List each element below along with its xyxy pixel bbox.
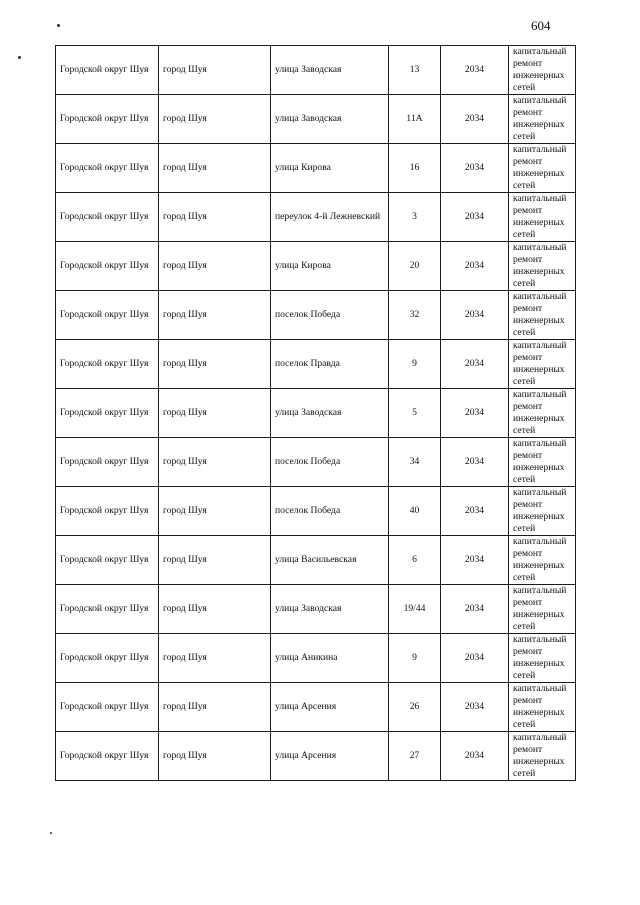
work-type-cell: капитальный ремонт инженерных сетей	[509, 585, 576, 634]
municipality-cell: Городской округ Шуя	[56, 291, 159, 340]
table-row	[56, 732, 576, 781]
house-number-cell: 32	[389, 291, 441, 340]
city-cell: город Шуя	[159, 389, 271, 438]
house-number-cell: 9	[389, 340, 441, 389]
house-number-cell: 19/44	[389, 585, 441, 634]
house-number-cell: 6	[389, 536, 441, 585]
table-row	[56, 46, 576, 95]
municipality-cell: Городской округ Шуя	[56, 193, 159, 242]
scan-speck	[57, 24, 60, 27]
table-row	[56, 536, 576, 585]
municipality-cell: Городской округ Шуя	[56, 389, 159, 438]
street-cell: улица Аникина	[271, 634, 389, 683]
street-cell: переулок 4-й Лежневский	[271, 193, 389, 242]
city-cell: город Шуя	[159, 585, 271, 634]
municipality-cell: Городской округ Шуя	[56, 536, 159, 585]
page-number: 604	[531, 18, 551, 33]
scan-speck	[18, 56, 21, 59]
work-type-cell: капитальный ремонт инженерных сетей	[509, 291, 576, 340]
year-cell: 2034	[441, 487, 509, 536]
scan-speck	[50, 832, 52, 834]
city-cell: город Шуя	[159, 683, 271, 732]
street-cell: улица Кирова	[271, 242, 389, 291]
house-number-cell: 26	[389, 683, 441, 732]
work-type-cell: капитальный ремонт инженерных сетей	[509, 242, 576, 291]
table-row	[56, 291, 576, 340]
municipality-cell: Городской округ Шуя	[56, 683, 159, 732]
city-cell: город Шуя	[159, 634, 271, 683]
street-cell: поселок Победа	[271, 291, 389, 340]
work-type-cell: капитальный ремонт инженерных сетей	[509, 732, 576, 781]
street-cell: поселок Правда	[271, 340, 389, 389]
work-type-cell: капитальный ремонт инженерных сетей	[509, 487, 576, 536]
year-cell: 2034	[441, 389, 509, 438]
house-number-cell: 34	[389, 438, 441, 487]
year-cell: 2034	[441, 144, 509, 193]
municipality-cell: Городской округ Шуя	[56, 438, 159, 487]
work-type-cell: капитальный ремонт инженерных сетей	[509, 46, 576, 95]
year-cell: 2034	[441, 95, 509, 144]
year-cell: 2034	[441, 291, 509, 340]
work-type-cell: капитальный ремонт инженерных сетей	[509, 340, 576, 389]
street-cell: улица Кирова	[271, 144, 389, 193]
work-type-cell: капитальный ремонт инженерных сетей	[509, 634, 576, 683]
work-type-cell: капитальный ремонт инженерных сетей	[509, 389, 576, 438]
table-row	[56, 242, 576, 291]
city-cell: город Шуя	[159, 242, 271, 291]
table-row	[56, 634, 576, 683]
year-cell: 2034	[441, 242, 509, 291]
house-number-cell: 13	[389, 46, 441, 95]
house-number-cell: 3	[389, 193, 441, 242]
year-cell: 2034	[441, 634, 509, 683]
street-cell: улица Арсения	[271, 732, 389, 781]
year-cell: 2034	[441, 193, 509, 242]
year-cell: 2034	[441, 536, 509, 585]
house-number-cell: 27	[389, 732, 441, 781]
street-cell: поселок Победа	[271, 487, 389, 536]
table-row	[56, 585, 576, 634]
street-cell: улица Заводская	[271, 389, 389, 438]
table-row	[56, 438, 576, 487]
street-cell: улица Заводская	[271, 585, 389, 634]
year-cell: 2034	[441, 732, 509, 781]
street-cell: улица Арсения	[271, 683, 389, 732]
municipality-cell: Городской округ Шуя	[56, 487, 159, 536]
municipality-cell: Городской округ Шуя	[56, 585, 159, 634]
city-cell: город Шуя	[159, 438, 271, 487]
city-cell: город Шуя	[159, 536, 271, 585]
table-row	[56, 389, 576, 438]
municipality-cell: Городской округ Шуя	[56, 732, 159, 781]
street-cell: поселок Победа	[271, 438, 389, 487]
table-row	[56, 340, 576, 389]
work-type-cell: капитальный ремонт инженерных сетей	[509, 95, 576, 144]
city-cell: город Шуя	[159, 487, 271, 536]
municipality-cell: Городской округ Шуя	[56, 634, 159, 683]
table-row	[56, 95, 576, 144]
municipality-cell: Городской округ Шуя	[56, 144, 159, 193]
work-type-cell: капитальный ремонт инженерных сетей	[509, 536, 576, 585]
city-cell: город Шуя	[159, 732, 271, 781]
work-type-cell: капитальный ремонт инженерных сетей	[509, 438, 576, 487]
city-cell: город Шуя	[159, 340, 271, 389]
municipality-cell: Городской округ Шуя	[56, 340, 159, 389]
year-cell: 2034	[441, 46, 509, 95]
house-number-cell: 20	[389, 242, 441, 291]
year-cell: 2034	[441, 683, 509, 732]
city-cell: город Шуя	[159, 95, 271, 144]
street-cell: улица Васильевская	[271, 536, 389, 585]
street-cell: улица Заводская	[271, 95, 389, 144]
housing-repair-table	[55, 45, 576, 781]
work-type-cell: капитальный ремонт инженерных сетей	[509, 193, 576, 242]
city-cell: город Шуя	[159, 291, 271, 340]
year-cell: 2034	[441, 340, 509, 389]
house-number-cell: 40	[389, 487, 441, 536]
house-number-cell: 16	[389, 144, 441, 193]
city-cell: город Шуя	[159, 193, 271, 242]
table-row	[56, 487, 576, 536]
table-row	[56, 683, 576, 732]
year-cell: 2034	[441, 585, 509, 634]
house-number-cell: 11А	[389, 95, 441, 144]
table-row	[56, 144, 576, 193]
table-row	[56, 193, 576, 242]
city-cell: город Шуя	[159, 46, 271, 95]
street-cell: улица Заводская	[271, 46, 389, 95]
house-number-cell: 9	[389, 634, 441, 683]
work-type-cell: капитальный ремонт инженерных сетей	[509, 683, 576, 732]
work-type-cell: капитальный ремонт инженерных сетей	[509, 144, 576, 193]
year-cell: 2034	[441, 438, 509, 487]
table-body	[56, 46, 576, 781]
city-cell: город Шуя	[159, 144, 271, 193]
municipality-cell: Городской округ Шуя	[56, 46, 159, 95]
house-number-cell: 5	[389, 389, 441, 438]
municipality-cell: Городской округ Шуя	[56, 242, 159, 291]
municipality-cell: Городской округ Шуя	[56, 95, 159, 144]
